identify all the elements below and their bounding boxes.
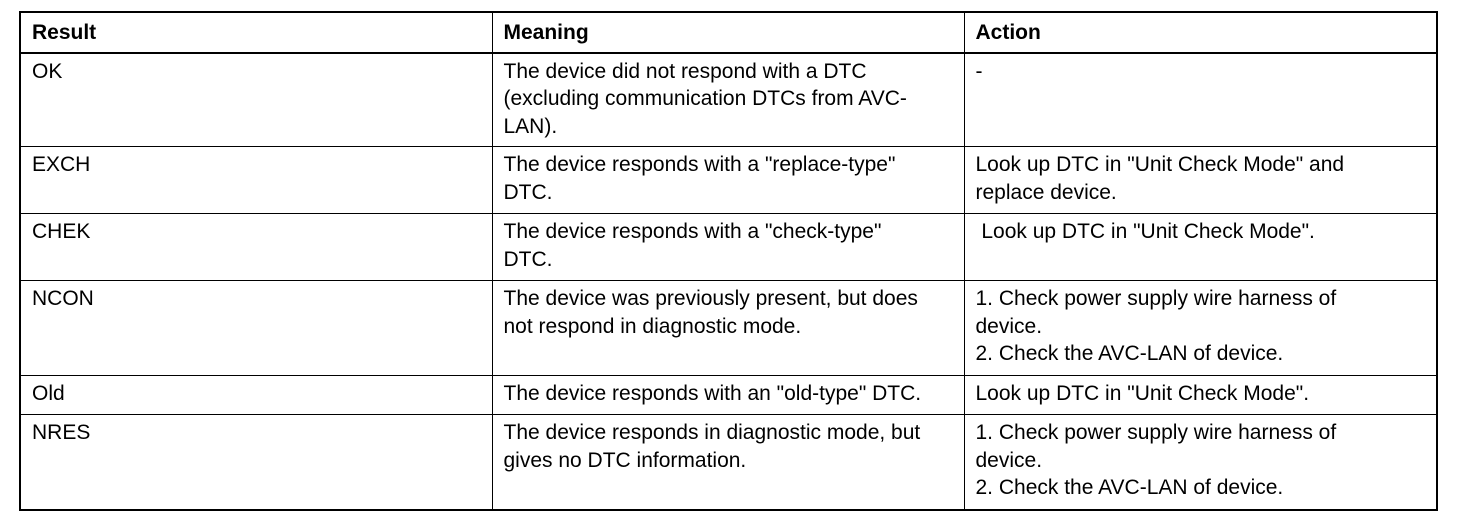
meaning-cell — [492, 376, 964, 415]
table-row — [20, 53, 1437, 147]
table-body — [20, 53, 1437, 510]
action-cell — [964, 53, 1437, 147]
result-text: Old — [32, 382, 65, 405]
result-cell — [20, 376, 492, 415]
result-cell — [20, 415, 492, 510]
action-text: Look up DTC in "Unit Check Mode". — [975, 220, 1315, 243]
meaning-text: DTC. — [503, 180, 553, 204]
result-text: OK — [32, 59, 63, 83]
action-text: 1. Check power supply wire harness of — [975, 421, 1337, 444]
meaning-cell — [492, 147, 964, 214]
action-text: 1. Check power supply wire harness of — [975, 287, 1337, 310]
meaning-text: not respond in diagnostic mode. — [503, 314, 802, 338]
meaning-text: The device was previously present, but does — [503, 287, 918, 310]
meaning-cell — [492, 53, 964, 147]
action-cell — [964, 281, 1437, 376]
action-text: replace device. — [975, 180, 1117, 204]
result-text: NCON — [32, 287, 94, 310]
action-text: 2. Check the AVC-LAN of device. — [975, 476, 1284, 499]
table-row — [20, 415, 1437, 510]
table-row — [20, 281, 1437, 376]
diagnostic-result-table — [19, 11, 1438, 511]
result-cell — [20, 147, 492, 214]
meaning-text: The device responds in diagnostic mode, but — [503, 421, 921, 444]
meaning-text: DTC. — [503, 247, 553, 271]
column-header-action: Action — [964, 12, 1437, 53]
meaning-text: The device responds with a "replace-type" — [503, 153, 896, 176]
meaning-text: The device responds with an "old-type" DTC. — [503, 382, 922, 405]
action-cell — [964, 214, 1437, 281]
result-text: CHEK — [32, 220, 91, 243]
column-header-meaning: Meaning — [492, 12, 964, 53]
result-cell — [20, 281, 492, 376]
meaning-cell — [492, 281, 964, 376]
diagnostic-result-table-container — [19, 11, 1436, 511]
action-text: device. — [975, 448, 1043, 472]
action-text: Look up DTC in "Unit Check Mode" and — [975, 153, 1345, 176]
result-cell — [20, 53, 492, 147]
meaning-text: The device responds with a "check-type" — [503, 220, 882, 243]
result-text: NRES — [32, 421, 91, 444]
action-text: device. — [975, 314, 1043, 338]
table-row — [20, 376, 1437, 415]
table-row — [20, 214, 1437, 281]
column-header-result: Result — [20, 12, 492, 53]
meaning-cell — [492, 415, 964, 510]
table-header-row — [20, 12, 1437, 53]
meaning-text: LAN). — [503, 114, 558, 138]
action-cell — [964, 376, 1437, 415]
action-cell — [964, 147, 1437, 214]
action-cell — [964, 415, 1437, 510]
action-text: 2. Check the AVC-LAN of device. — [975, 342, 1284, 365]
result-cell — [20, 214, 492, 281]
action-text: - — [975, 59, 983, 83]
result-text: EXCH — [32, 153, 91, 176]
table-row — [20, 147, 1437, 214]
action-text: Look up DTC in "Unit Check Mode". — [975, 382, 1310, 405]
meaning-text: gives no DTC information. — [503, 448, 747, 472]
meaning-text: (excluding communication DTCs from AVC- — [503, 87, 907, 110]
meaning-text: The device did not respond with a DTC — [503, 59, 867, 83]
meaning-cell — [492, 214, 964, 281]
